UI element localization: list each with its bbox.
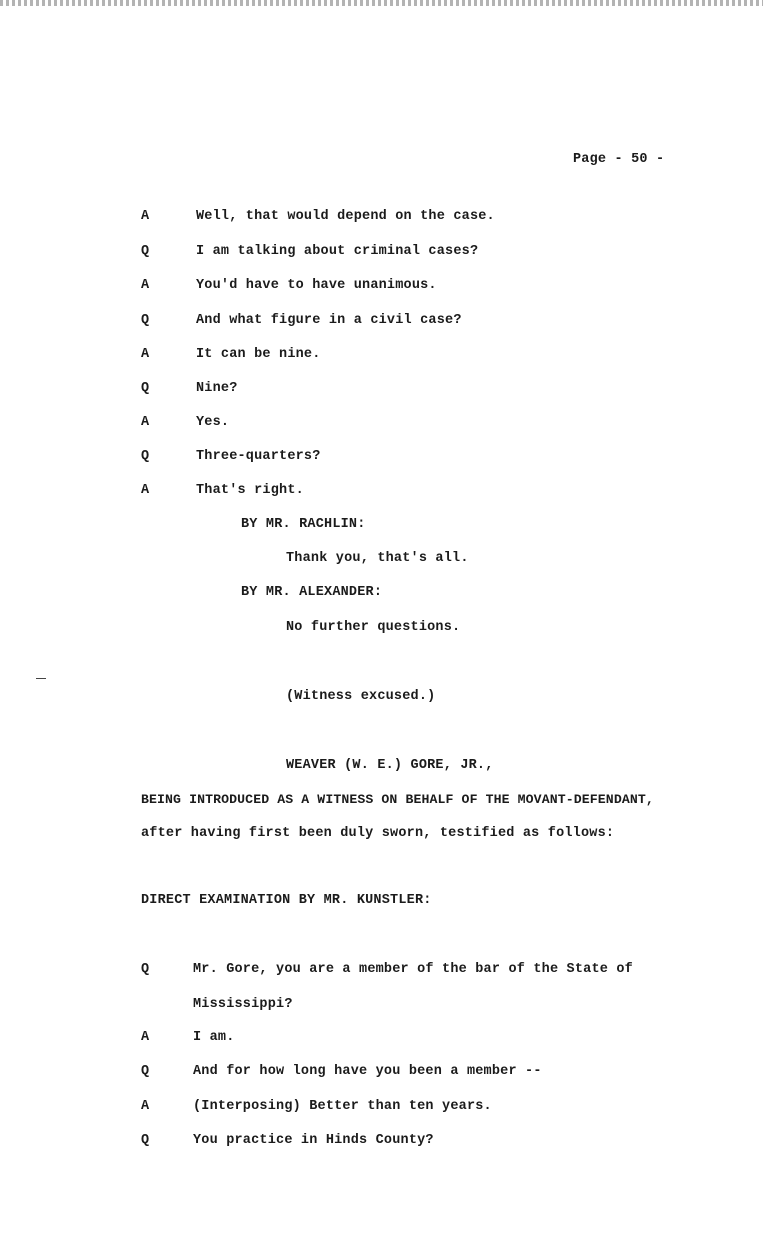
- exam-heading: DIRECT EXAMINATION BY MR. KUNSTLER:: [141, 893, 432, 908]
- line-text: That's right.: [196, 483, 304, 498]
- page-number: Page - 50 -: [573, 152, 665, 167]
- line-text: Well, that would depend on the case.: [196, 209, 495, 224]
- line-text: I am.: [193, 1030, 235, 1045]
- scan-margin-mark: [36, 678, 46, 679]
- line-text: And what figure in a civil case?: [196, 313, 462, 328]
- examiner-heading: BY MR. RACHLIN:: [241, 517, 366, 532]
- line-text: It can be nine.: [196, 347, 321, 362]
- speaker-label: A: [141, 415, 150, 430]
- line-text: You practice in Hinds County?: [193, 1133, 434, 1148]
- speaker-label: A: [141, 347, 150, 362]
- speaker-label: Q: [141, 381, 150, 396]
- witness-excused: (Witness excused.): [286, 689, 436, 704]
- line-text: I am talking about criminal cases?: [196, 244, 479, 259]
- examiner-heading: BY MR. ALEXANDER:: [241, 585, 383, 600]
- line-text-continued: Mississippi?: [193, 997, 293, 1012]
- line-text: (Interposing) Better than ten years.: [193, 1099, 492, 1114]
- line-text: You'd have to have unanimous.: [196, 278, 437, 293]
- examiner-statement: Thank you, that's all.: [286, 551, 469, 566]
- speaker-label: A: [141, 1030, 150, 1045]
- line-text: Yes.: [196, 415, 230, 430]
- line-text: Three-quarters?: [196, 449, 321, 464]
- speaker-label: Q: [141, 449, 150, 464]
- speaker-label: A: [141, 1099, 150, 1114]
- witness-name: WEAVER (W. E.) GORE, JR.,: [286, 758, 494, 773]
- speaker-label: A: [141, 278, 150, 293]
- witness-intro-line: BEING INTRODUCED AS A WITNESS ON BEHALF OF THE MOVANT-DEFENDANT,: [141, 792, 654, 807]
- speaker-label: Q: [141, 244, 150, 259]
- line-text: Mr. Gore, you are a member of the bar of the State of: [193, 962, 633, 977]
- speaker-label: Q: [141, 313, 150, 328]
- speaker-label: Q: [141, 1133, 150, 1148]
- line-text: And for how long have you been a member --: [193, 1064, 542, 1079]
- speaker-label: A: [141, 483, 150, 498]
- witness-intro-line: after having first been duly sworn, testified as follows:: [141, 826, 615, 841]
- scan-top-edge: [0, 0, 763, 6]
- speaker-label: Q: [141, 1064, 150, 1079]
- speaker-label: Q: [141, 962, 150, 977]
- examiner-statement: No further questions.: [286, 620, 461, 635]
- line-text: Nine?: [196, 381, 238, 396]
- speaker-label: A: [141, 209, 150, 224]
